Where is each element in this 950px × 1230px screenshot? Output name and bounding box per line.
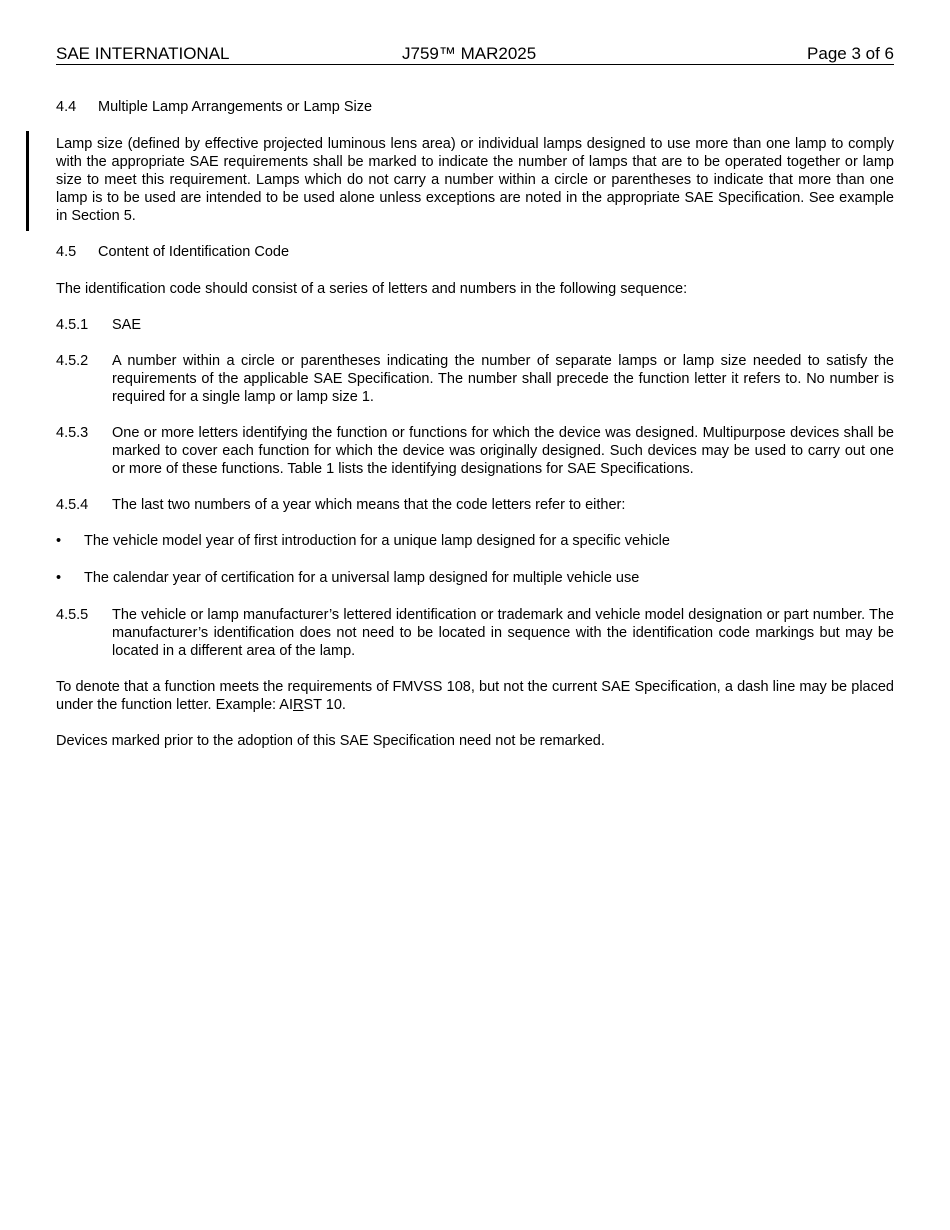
item-4-5-1	[56, 316, 894, 334]
closing-paragraph: Devices marked prior to the adoption of this SAE Specification need not be remarked.	[56, 733, 605, 749]
bullet-icon: •	[56, 533, 62, 549]
item-text: A number within a circle or parentheses indicating the number of separate lamps or lamp size needed to satisfy the requirements of the applicable SAE Specification. The number shall precede the function letter it refers to. No number is required for a single lamp or lamp size 1.	[112, 353, 894, 405]
revision-change-bar	[26, 131, 29, 231]
bullet-item	[56, 532, 894, 550]
item-4-5-3	[56, 424, 894, 478]
bullet-text: The calendar year of certification for a universal lamp designed for multiple vehicle use	[84, 570, 640, 586]
item-text: The last two numbers of a year which means that the code letters refer to either:	[112, 497, 626, 513]
bullet-icon: •	[56, 570, 62, 586]
item-4-5-2	[56, 352, 894, 406]
document-body	[56, 98, 894, 768]
header-doc-id: J759™ MAR2025	[402, 44, 537, 63]
item-number: 4.5.2	[56, 353, 89, 369]
section-number: 4.5	[56, 244, 77, 260]
section-4-5-heading	[56, 243, 894, 261]
section-4-4-paragraph: Lamp size (defined by effective projected luminous lens area) or individual lamps designed to use more than one lamp to comply with the appropriate SAE requirements shall be marked to indicate the number of lamps that are to be operated together or lamp size to meet this requirement. Lamps which do not carry a number within a circle or parentheses to indicate that more than one lamp is to be used are intended to be used alone unless exceptions are noted in the appropriate SAE Specification. See example in Section 5.	[56, 136, 894, 224]
item-number: 4.5.4	[56, 497, 89, 513]
header-org: SAE INTERNATIONAL	[56, 44, 230, 63]
bullet-item	[56, 569, 894, 587]
item-4-5-5	[56, 606, 894, 660]
section-4-5-intro: The identification code should consist of a series of letters and numbers in the following sequence:	[56, 281, 688, 297]
fmvss-paragraph	[56, 678, 894, 714]
section-4-4-heading	[56, 98, 894, 116]
item-number: 4.5.5	[56, 607, 89, 623]
example-suffix: ST 10.	[303, 697, 346, 713]
header-page-number: Page 3 of 6	[807, 44, 894, 63]
fmvss-text: To denote that a function meets the requirements of FMVSS 108, but not the current SAE Specification, a dash line may be placed under the function letter. Example:	[56, 679, 894, 713]
section-title: Content of Identification Code	[98, 244, 290, 260]
item-4-5-4	[56, 496, 894, 514]
example-prefix: AI	[279, 697, 293, 713]
item-text: One or more letters identifying the function or functions for which the device was designed. Multipurpose devices shall be marked to cover each function for which the device was originally designed. Such devices may be used to carry out one or more of these functions. Table 1 lists the identifying designations for SAE Specifications.	[112, 425, 894, 477]
example-underlined-letter: R	[292, 697, 304, 713]
item-text: SAE	[112, 317, 142, 333]
section-title: Multiple Lamp Arrangements or Lamp Size	[98, 99, 373, 115]
item-number: 4.5.3	[56, 425, 89, 441]
page-header	[56, 44, 894, 65]
bullet-text: The vehicle model year of first introduction for a unique lamp designed for a specific vehicle	[84, 533, 670, 549]
item-number: 4.5.1	[56, 317, 89, 333]
section-number: 4.4	[56, 99, 77, 115]
item-text: The vehicle or lamp manufacturer’s lettered identification or trademark and vehicle model designation or part number. The manufacturer’s identification does not need to be located in sequence with the identification code markings but may be located in a different area of the lamp.	[112, 607, 894, 659]
